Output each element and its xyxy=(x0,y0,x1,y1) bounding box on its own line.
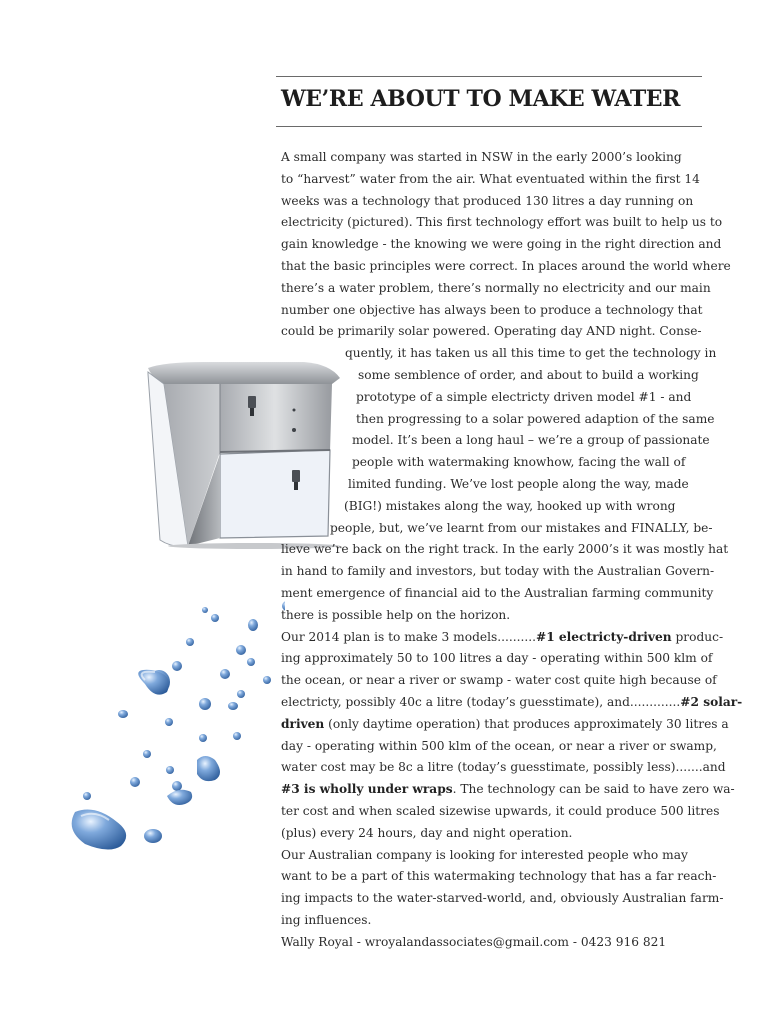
body-text-segment: electricity (pictured). This first technology effort was built to help us to xyxy=(281,215,723,230)
title-bottom-rule xyxy=(276,126,702,127)
body-line xyxy=(281,538,728,560)
title-top-rule xyxy=(276,76,702,77)
body-text-segment: ing impacts to the water-starved-world, and, obviously Australian farm- xyxy=(281,891,724,906)
body-line xyxy=(281,255,731,277)
body-text-segment: number one objective has always been to produce a technology that xyxy=(281,302,703,317)
body-text-segment: ment emergence of financial aid to the Australian farming community xyxy=(281,586,714,600)
body-text-segment: gain knowledge - the knowing we were going in the right direction and xyxy=(281,237,722,252)
bold-text: #1 electricty-driven xyxy=(535,629,672,644)
body-text-segment: want to be a part of this watermaking technology that has a far reach- xyxy=(281,869,717,884)
body-text-segment: day - operating within 500 klm of the ocean, or near a river or swamp, xyxy=(281,738,717,753)
body-text-segment: there’s a water problem, there’s normally no electricity and our main xyxy=(281,280,711,295)
body-line xyxy=(352,451,685,473)
body-line xyxy=(281,778,735,800)
body-line xyxy=(281,560,714,582)
body-line xyxy=(281,320,702,342)
body-text-segment: water cost may be 8c a litre (today’s guesstimate, possibly less).......and xyxy=(281,760,726,775)
body-line xyxy=(281,909,371,931)
body-line xyxy=(281,582,713,604)
body-text-segment: then progressing to a solar powered adaption of the same xyxy=(356,411,715,426)
body-text-segment: the ocean, or near a river or swamp - water cost quite high because of xyxy=(281,673,717,688)
body-text-segment: lieve we’re back on the right track. In the early 2000’s it was mostly hat xyxy=(281,542,729,557)
body-line xyxy=(281,822,572,844)
body-line xyxy=(281,713,729,735)
water-drops-decoration xyxy=(55,590,285,890)
body-line xyxy=(281,887,723,909)
body-line xyxy=(356,408,714,430)
body-text-segment: limited funding. We’ve lost people along the way, made xyxy=(348,477,689,491)
body-line xyxy=(281,626,723,648)
body-line xyxy=(281,691,742,713)
body-line xyxy=(352,429,710,451)
body-text-segment: there is possible help on the horizon. xyxy=(281,607,511,622)
body-line xyxy=(281,800,719,822)
body-text-segment: people, but, we’ve learnt from our mistakes and FINALLY, be- xyxy=(330,520,713,535)
body-line xyxy=(281,190,693,212)
body-line xyxy=(281,604,510,626)
body-text-segment: could be primarily solar powered. Operating day AND night. Conse- xyxy=(281,324,702,339)
body-text-segment: A small company was started in NSW in the early 2000’s looking xyxy=(281,150,682,164)
body-line xyxy=(344,495,675,517)
body-text-segment: prototype of a simple electricty driven model #1 - and xyxy=(356,389,692,404)
body-text-segment: . The technology can be said to have zero wa- xyxy=(452,782,735,797)
body-line xyxy=(281,931,666,953)
body-line xyxy=(281,233,721,255)
body-text-segment: some semblence of order, and about to build a working xyxy=(358,368,699,382)
body-text-segment: that the basic principles were correct. In places around the world where xyxy=(281,259,731,273)
body-line xyxy=(281,756,726,778)
body-text-segment: Our Australian company is looking for interested people who may xyxy=(281,847,688,862)
body-line xyxy=(281,865,716,887)
body-line xyxy=(348,473,689,495)
body-line xyxy=(281,669,717,691)
body-text-segment: (only daytime operation) that produces approximately 30 litres a xyxy=(324,716,729,731)
body-line xyxy=(281,211,722,233)
body-line xyxy=(281,168,700,190)
body-text-segment: model. It’s been a long haul – we’re a group of passionate xyxy=(352,433,710,448)
bold-text: #3 is wholly under wraps xyxy=(281,782,453,797)
body-line xyxy=(281,299,703,321)
body-text-segment: Our 2014 plan is to make 3 models.......... xyxy=(281,629,536,644)
body-text-segment: ing approximately 50 to 100 litres a day - operating within 500 klm of xyxy=(281,651,713,666)
body-line xyxy=(281,647,712,669)
body-text-segment: (BIG!) mistakes along the way, hooked up with wrong xyxy=(344,498,676,513)
body-line xyxy=(358,364,699,386)
body-text-segment: to “harvest” water from the air. What eventuated within the first 14 xyxy=(281,171,700,186)
body-text-segment: (plus) every 24 hours, day and night operation. xyxy=(281,825,573,840)
bold-text: #2 solar- xyxy=(680,695,743,709)
body-text-segment: in hand to family and investors, but today with the Australian Govern- xyxy=(281,564,715,579)
body-text-segment: produc- xyxy=(671,629,724,644)
page-title: WE’RE ABOUT TO MAKE WATER xyxy=(281,86,681,112)
body-text-segment: ter cost and when scaled sizewise upwards, it could produce 500 litres xyxy=(281,804,720,818)
body-line xyxy=(345,342,716,364)
body-line xyxy=(281,277,711,299)
body-text-segment: people with watermaking knowhow, facing the wall of xyxy=(352,455,686,470)
body-text-segment: weeks was a technology that produced 130 litres a day running on xyxy=(281,193,694,208)
water-machine-illustration xyxy=(144,360,344,550)
body-line xyxy=(281,735,717,757)
body-line xyxy=(356,386,691,408)
body-text-segment: Wally Royal - wroyalandassociates@gmail.com - 0423 916 821 xyxy=(281,934,667,949)
body-text-segment: ing influences. xyxy=(281,913,372,927)
body-text-segment: quently, it has taken us all this time to get the technology in xyxy=(345,346,717,361)
body-line xyxy=(330,517,713,539)
body-line xyxy=(281,844,688,866)
body-line xyxy=(281,146,682,168)
bold-text: driven xyxy=(281,716,325,731)
body-text-segment: electricty, possibly 40c a litre (today’s guesstimate), and............. xyxy=(281,695,681,709)
